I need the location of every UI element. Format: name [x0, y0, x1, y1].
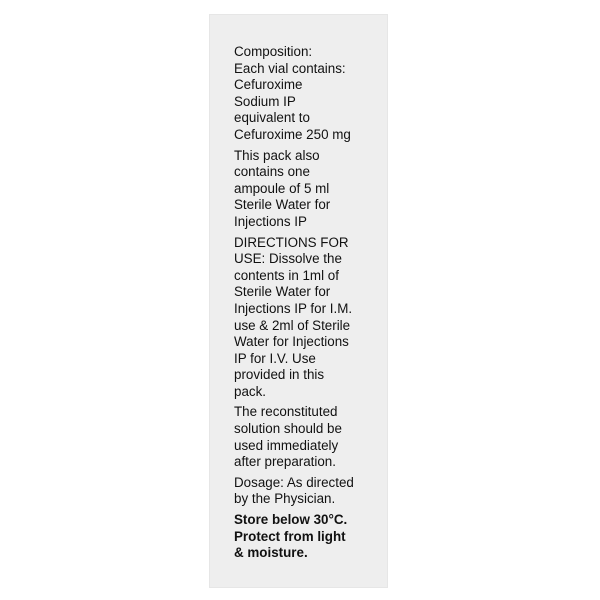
pack-contents-line: Injections IP — [234, 213, 307, 229]
composition-line: equivalent to — [234, 110, 310, 126]
dosage-section — [234, 475, 384, 508]
composition-line: Cefuroxime 250 mg — [234, 126, 351, 142]
reconstitution-line: used immediately — [234, 437, 339, 453]
directions-line: Water for Injections — [234, 334, 349, 350]
pack-contents-line: ampoule of 5 ml — [234, 180, 330, 196]
composition-section — [234, 44, 384, 144]
pack-contents-section — [234, 148, 384, 231]
directions-line: DIRECTIONS FOR — [234, 234, 349, 250]
dosage-line: by the Physician. — [234, 491, 336, 507]
reconstitution-line: The reconstituted — [234, 404, 338, 420]
storage-line: Protect from light — [234, 528, 346, 544]
directions-line: Sterile Water for — [234, 284, 331, 300]
directions-line: Injections IP for I.M. — [234, 300, 353, 316]
pack-contents-line: contains one — [234, 164, 310, 180]
composition-line: Cefuroxime — [234, 77, 303, 93]
directions-line: contents in 1ml of — [234, 267, 339, 283]
reconstitution-line: after preparation. — [234, 454, 336, 470]
composition-line: Composition: — [234, 44, 313, 59]
composition-line: Each vial contains: — [234, 60, 346, 76]
reconstitution-line: solution should be — [234, 421, 342, 437]
dosage-line: Dosage: As directed — [234, 474, 354, 490]
directions-line: pack. — [234, 383, 267, 399]
composition-line: Sodium IP — [234, 93, 296, 109]
pack-contents-line: Sterile Water for — [234, 197, 331, 213]
directions-line: IP for I.V. Use — [234, 350, 316, 366]
label-text-block — [234, 44, 384, 562]
storage-line: Store below 30°C. — [234, 512, 348, 528]
directions-line: USE: Dissolve the — [234, 251, 342, 267]
pack-contents-line: This pack also — [234, 147, 320, 163]
reconstitution-section — [234, 404, 384, 470]
directions-section — [234, 235, 384, 401]
directions-line: use & 2ml of Sterile — [234, 317, 351, 333]
storage-line: & moisture. — [234, 545, 308, 561]
storage-section — [234, 512, 384, 562]
directions-line: provided in this — [234, 367, 325, 383]
